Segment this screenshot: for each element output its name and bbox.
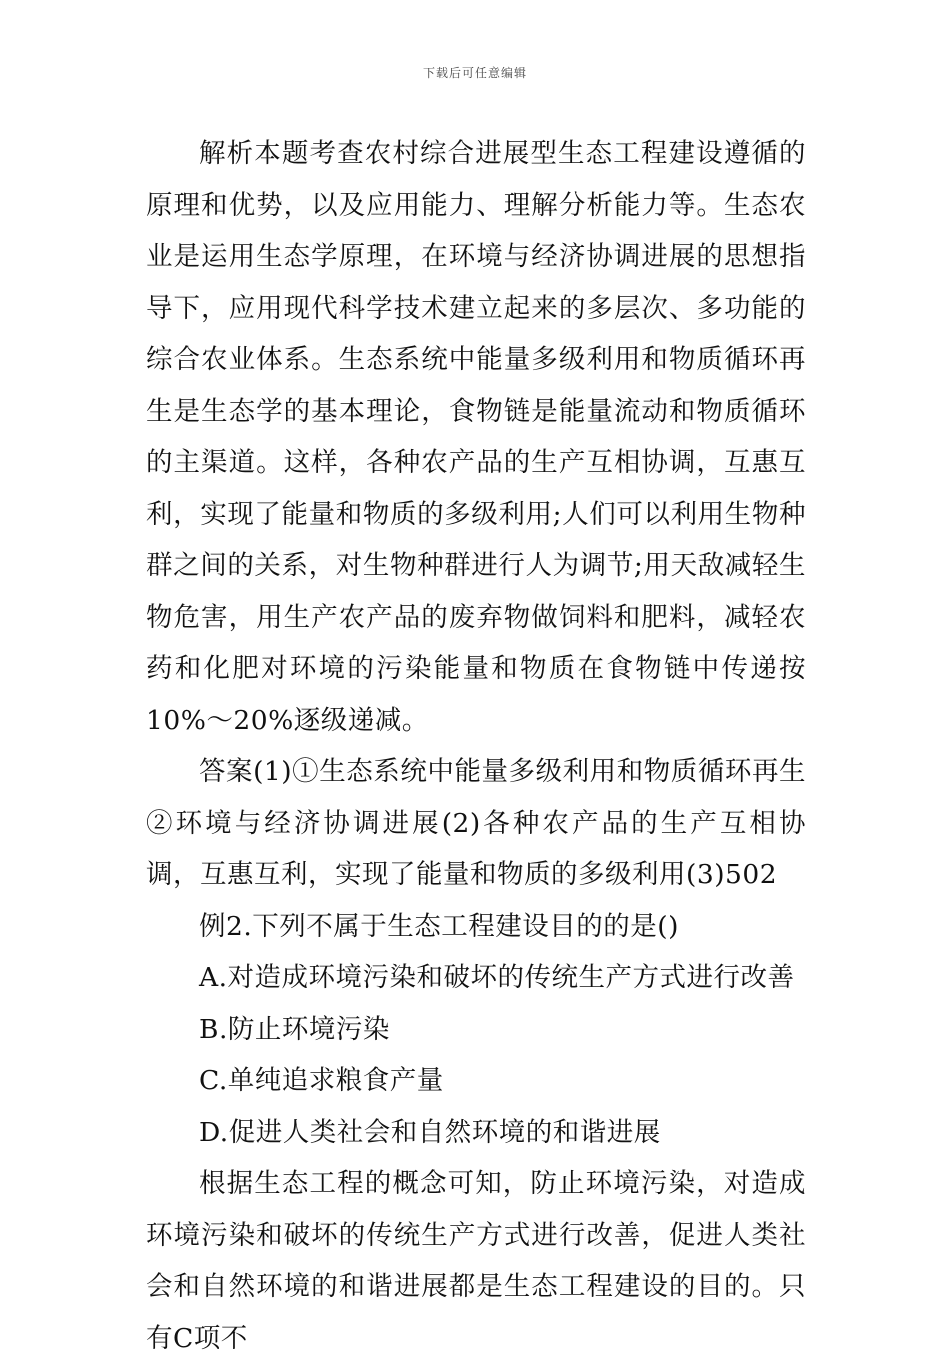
option-a: A.对造成环境污染和破坏的传统生产方式进行改善	[199, 962, 795, 993]
option-b: B.防止环境污染	[199, 1013, 390, 1045]
example-question: 例2.下列不属于生态工程建设目的的是()	[199, 910, 679, 942]
document-body	[146, 128, 806, 1364]
analysis-paragraph: 解析本题考查农村综合进展型生态工程建设遵循的原理和优势，以及应用能力、理解分析能力等。生态农业是运用生态学原理，在环境与经济协调进展的思想指导下，应用现代科学技术建立起来的多层次、多功能的综合农业体系。生态系统中能量多级利用和物质循环再生是生态学的基本理论，食物链是能量流动和物质循环的主渠道。这样，各种农产品的生产互相协调，互惠互利，实现了能量和物质的多级利用;人们可以利用生物种群之间的关系，对生物种群进行人为调节;用天敌减轻生物危害，用生产农产品的废弃物做饲料和肥料，减轻农药和化肥对环境的污染能量和物质在食物链中传递按10%～20%逐级递减。	[146, 138, 806, 736]
answer-paragraph: 答案(1)①生态系统中能量多级利用和物质循环再生②环境与经济协调进展(2)各种农产品的生产互相协调，互惠互利，实现了能量和物质的多级利用(3)502	[146, 756, 806, 890]
option-d: D.促进人类社会和自然环境的和谐进展	[199, 1116, 661, 1148]
explanation-paragraph: 根据生态工程的概念可知，防止环境污染，对造成环境污染和破坏的传统生产方式进行改善，促进人类社会和自然环境的和谐进展都是生态工程建设的目的。只有C项不	[146, 1168, 806, 1354]
option-c: C.单纯追求粮食产量	[199, 1065, 444, 1096]
header-note: 下载后可任意编辑	[422, 66, 527, 80]
